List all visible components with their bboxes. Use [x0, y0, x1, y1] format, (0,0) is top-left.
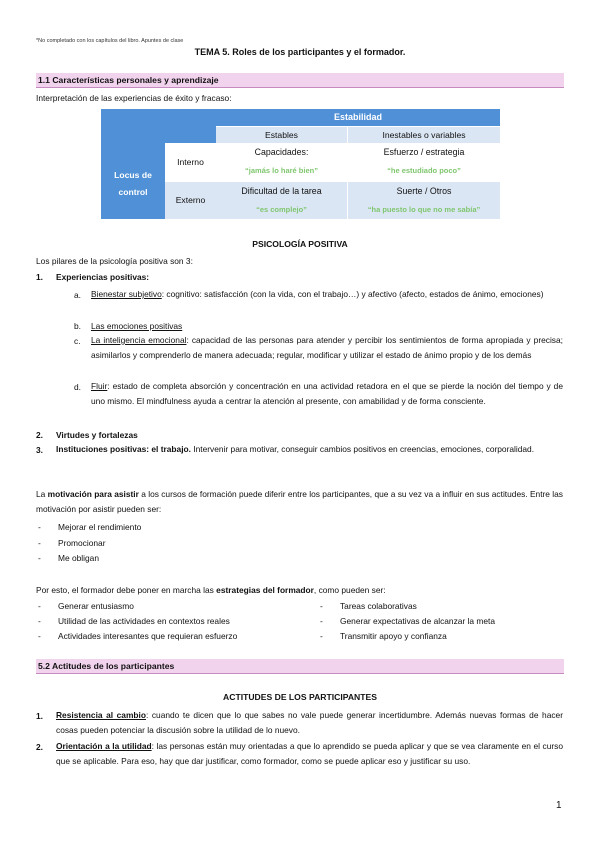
strategies-intro: [36, 585, 386, 596]
strategy-right-2: Generar expectativas de alcanzar la meta: [340, 616, 496, 626]
pillar-2-number: 2.: [36, 430, 43, 440]
attitude-2-paragraph: [56, 739, 563, 769]
pillars-intro: Los pilares de la psicología positiva son 3:: [36, 256, 193, 266]
effort-cell: [348, 143, 500, 181]
difficulty-cell: [216, 182, 347, 219]
attitude-1-text: : cuando te dicen que lo que sabes no vale puede generar incertidumbre. Además nuevas formas de hacer cosas pueden potenciar la discusión sobre la utilidad de lo nuevo.: [56, 710, 563, 736]
item-b-term: Las emociones positivas: [91, 321, 183, 331]
strategy-right-3: Transmitir apoyo y confianza: [340, 631, 447, 641]
strategy-left-dash-3: -: [38, 631, 41, 641]
strategies-post: , como pueden ser:: [313, 585, 386, 595]
effort-text: Esfuerzo / estrategia: [383, 147, 465, 157]
motivation-item-1: Mejorar el rendimiento: [58, 522, 142, 532]
pillar-3-text: Intervenir para motivar, conseguir cambios positivos en creencias, emociones, corporalidad.: [190, 444, 535, 454]
section-header-1-1: [36, 73, 564, 88]
attitude-2-term: Orientación a la utilidad: [56, 741, 152, 751]
unstable-header: Inestables o variables: [348, 127, 500, 143]
item-c-text: : capacidad de las personas para atender y percibir los sentimientos de forma apropiada y precisa; asimilarlos y comprenderlo de manera adecuada; regular, modificar y utilizar el estado de ánimo propio y de los demás: [91, 335, 563, 361]
attitude-2-text: : las personas están muy orientadas a que lo aprendido se pueda aplicar y que se vea claramente en el curso que se aplicable. Para eso, hay que dar justificar, como formador, como se puede aplicar eso y justificar su uso.: [56, 741, 563, 767]
strategy-right-dash-3: -: [320, 631, 323, 641]
pillar-3-number: 3.: [36, 445, 43, 455]
abilities-text: Capacidades:: [254, 147, 309, 157]
external-label: Externo: [165, 182, 216, 219]
attitudes-heading: ACTITUDES DE LOS PARTICIPANTES: [223, 692, 377, 702]
strategy-left-dash-2: -: [38, 616, 41, 626]
item-a-text: : cognitivo: satisfacción (con la vida, con el trabajo…) y afectivo (afecto, estados de ánimo, emociones): [161, 289, 544, 299]
internal-label: Interno: [165, 143, 216, 181]
attitude-1-term: Resistencia al cambio: [56, 710, 146, 720]
section-number: 1.1: [38, 75, 50, 85]
table-intro: Interpretación de las experiencias de éxito y fracaso:: [36, 93, 232, 103]
strategy-right-1: Tareas colaborativas: [340, 601, 417, 611]
pillar-3-label: Instituciones positivas: el trabajo.: [56, 444, 191, 454]
motivation-paragraph: [36, 487, 563, 517]
item-b-letter: b.: [74, 321, 81, 331]
locus-line-1: Locus de: [114, 170, 152, 180]
item-a-paragraph: [91, 287, 563, 302]
section-label: Características personales y aprendizaje: [52, 75, 219, 85]
item-d-term: Fluir: [91, 381, 108, 391]
positive-psychology-heading: PSICOLOGÍA POSITIVA: [252, 239, 348, 249]
strategy-left-3: Actividades interesantes que requieran esfuerzo: [58, 631, 238, 641]
abilities-quote: “jamás lo haré bien”: [245, 166, 318, 175]
motivation-dash-3: -: [38, 553, 41, 563]
item-a-term: Bienestar subjetivo: [91, 289, 162, 299]
motivation-pre: La: [36, 489, 48, 499]
motivation-item-3: Me obligan: [58, 553, 99, 563]
attitude-1-paragraph: [56, 708, 563, 738]
strategy-left-2: Utilidad de las actividades en contextos reales: [58, 616, 230, 626]
item-c-letter: c.: [74, 336, 81, 346]
section-label: Actitudes de los participantes: [52, 661, 175, 671]
luck-quote: “ha puesto lo que no me sabía”: [367, 205, 481, 214]
motivation-bold: motivación para asistir: [47, 489, 139, 499]
item-c-paragraph: [91, 333, 563, 363]
section-number: 5.2: [38, 661, 50, 671]
attitude-2-number: 2.: [36, 742, 43, 752]
strategies-bold: estrategias del formador: [216, 585, 314, 595]
item-a-letter: a.: [74, 290, 81, 300]
pillar-1-label: Experiencias positivas:: [56, 272, 150, 282]
page-number: 1: [556, 800, 562, 811]
strategies-pre: Por esto, el formador debe poner en marcha las: [36, 585, 217, 595]
header-note: *No completado con los capítulos del libro. Apuntes de clase: [36, 38, 184, 44]
strategy-right-dash-1: -: [320, 601, 323, 611]
motivation-item-2: Promocionar: [58, 538, 106, 548]
attitude-1-number: 1.: [36, 711, 43, 721]
pillar-3-paragraph: [56, 442, 563, 457]
stability-header: Estabilidad: [216, 109, 500, 126]
locus-of-control-header: [101, 143, 165, 219]
effort-quote: “he estudiado poco”: [387, 166, 461, 175]
item-d-text: : estado de completa absorción y concentración en una actividad retadora en el que se pierde la noción del tiempo y de uno mismo. El mindfulness ayuda a centrar la atención al presente, con amabilidad y de forma consciente.: [91, 381, 563, 407]
motivation-dash-1: -: [38, 522, 41, 532]
table-corner: [101, 109, 216, 143]
abilities-cell: [216, 143, 347, 181]
section-header-5-2: [36, 659, 564, 674]
strategy-left-dash-1: -: [38, 601, 41, 611]
pillar-2-label: Virtudes y fortalezas: [56, 430, 138, 440]
strategy-right-dash-2: -: [320, 616, 323, 626]
difficulty-quote: “es complejo”: [256, 205, 307, 214]
luck-cell: [348, 182, 500, 219]
strategy-left-1: Generar entusiasmo: [58, 601, 134, 611]
motivation-dash-2: -: [38, 538, 41, 548]
stable-header: Estables: [216, 127, 347, 143]
motivation-post: a los cursos de formación puede diferir entre los participantes, que a su vez va a influir en sus actitudes. Entre las motivación por asistir pueden ser:: [36, 489, 563, 515]
page-title: TEMA 5. Roles de los participantes y el formador.: [194, 47, 406, 57]
luck-text: Suerte / Otros: [396, 186, 452, 196]
item-d-letter: d.: [74, 382, 81, 392]
difficulty-text: Dificultad de la tarea: [241, 186, 322, 196]
item-d-paragraph: [91, 379, 563, 409]
item-c-term: La inteligencia emocional: [91, 335, 187, 345]
attribution-table: [101, 109, 500, 219]
pillar-1-number: 1.: [36, 272, 43, 282]
locus-line-2: control: [118, 187, 148, 197]
